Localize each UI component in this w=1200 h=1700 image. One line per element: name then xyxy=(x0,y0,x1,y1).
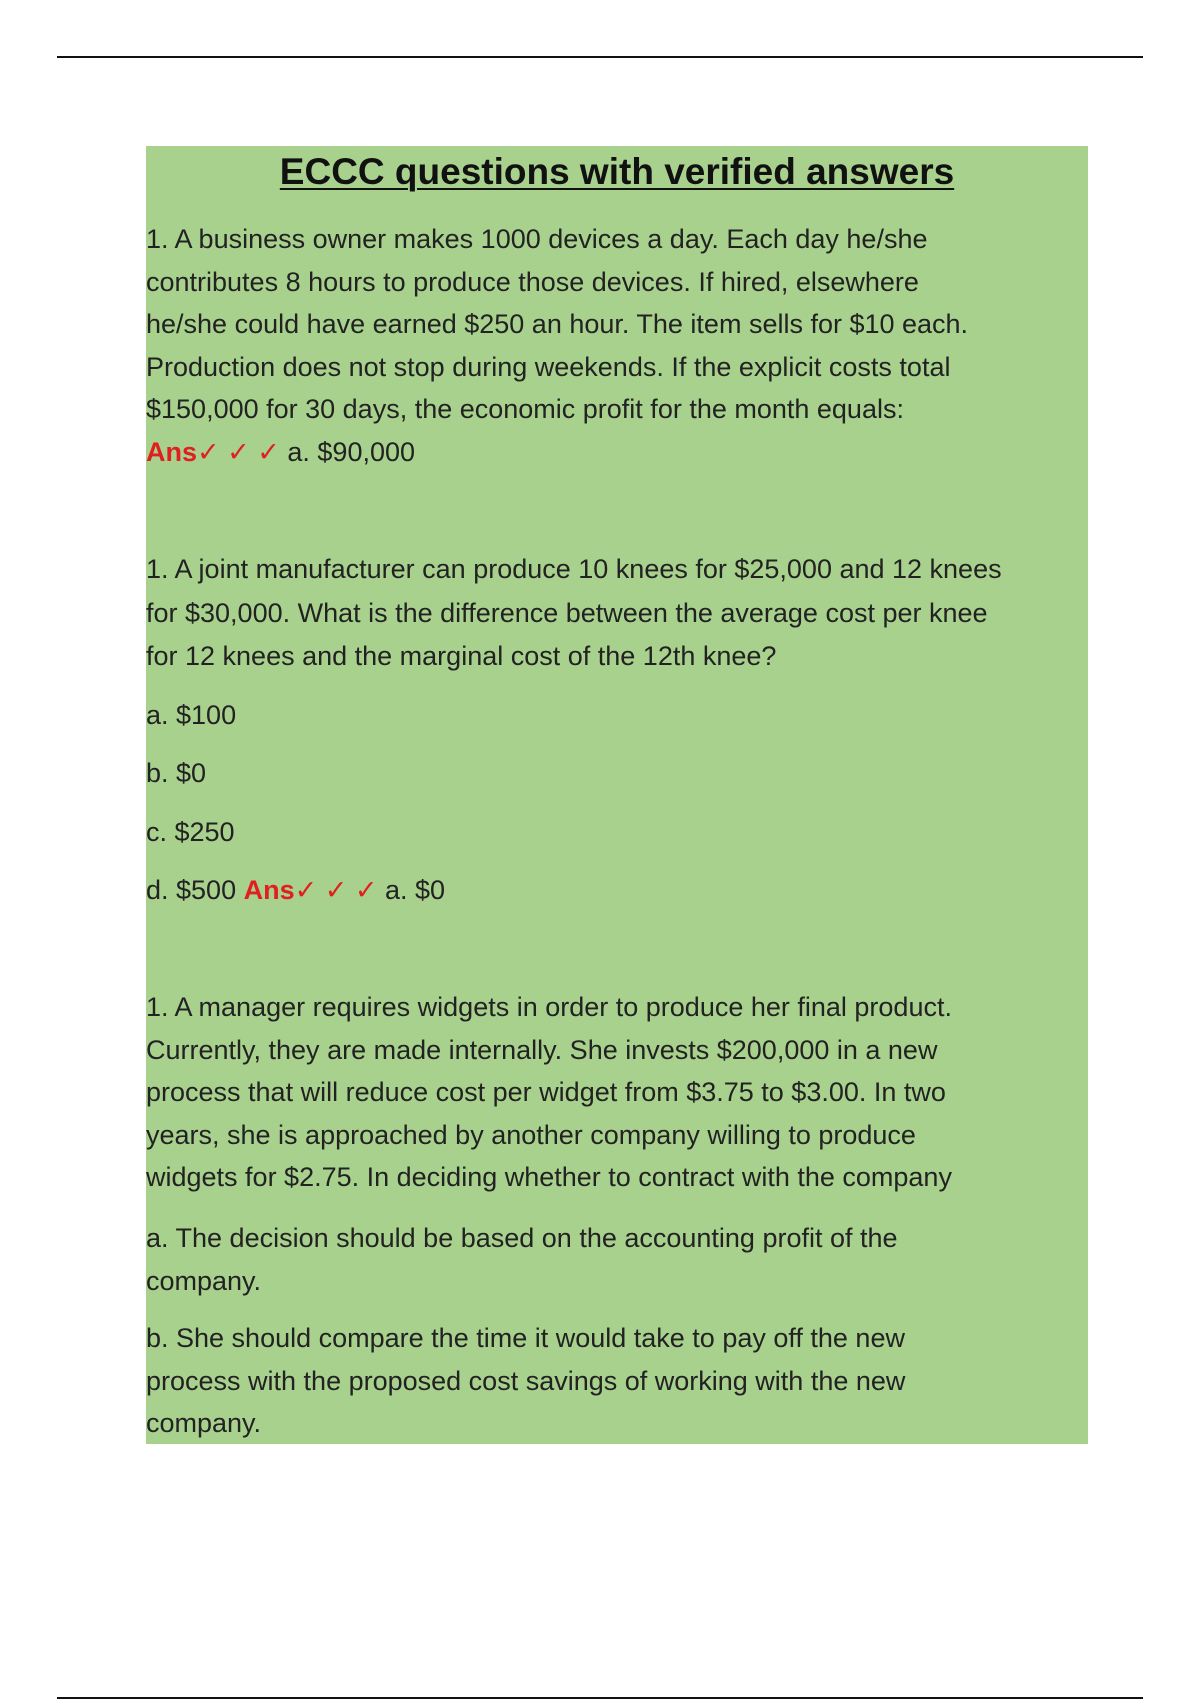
question-3 xyxy=(146,986,1086,1199)
question-3-line: Currently, they are made internally. She invests $200,000 in a new xyxy=(146,1034,938,1065)
question-2-option-d xyxy=(146,869,1086,912)
answer-label: Ans xyxy=(243,875,295,905)
question-2-line: for 12 knees and the marginal cost of the 12th knee? xyxy=(146,641,777,671)
option-line: a. The decision should be based on the accounting profit of the xyxy=(146,1223,898,1253)
option-d-text: d. $500 xyxy=(146,875,244,905)
question-1-answer xyxy=(146,431,1086,474)
top-rule xyxy=(57,56,1143,58)
question-1-line: $150,000 for 30 days, the economic profit for the month equals: xyxy=(146,394,904,424)
check-mark-icons: ✓ ✓ ✓ xyxy=(197,436,280,467)
question-3-option-b xyxy=(146,1317,1086,1445)
question-1-line: contributes 8 hours to produce those devices. If hired, elsewhere xyxy=(146,266,919,297)
check-mark-icons: ✓ ✓ ✓ xyxy=(294,875,378,905)
option-line: company. xyxy=(146,1408,262,1438)
option-line: b. She should compare the time it would take to pay off the new xyxy=(146,1323,905,1353)
question-3-option-a xyxy=(146,1217,1086,1302)
question-2-option-b: b. $0 xyxy=(146,758,207,788)
question-1-line: Production does not stop during weekends. If the explicit costs total xyxy=(146,351,951,382)
option-line: company. xyxy=(146,1265,262,1296)
answer-value: a. $90,000 xyxy=(279,436,416,467)
question-2-option-a: a. $100 xyxy=(146,700,237,730)
question-2-option-c: c. $250 xyxy=(146,817,235,847)
question-3-line: years, she is approached by another company willing to produce xyxy=(146,1119,916,1150)
question-3-line: 1. A manager requires widgets in order to produce her final product. xyxy=(146,992,952,1022)
question-3-line: process that will reduce cost per widget from $3.75 to $3.00. In two xyxy=(146,1077,946,1107)
question-2-line: 1. A joint manufacturer can produce 10 knees for $25,000 and 12 knees xyxy=(146,554,1002,584)
answer-label: Ans xyxy=(146,436,198,467)
document-title: ECCC questions with verified answers xyxy=(279,151,955,192)
answer-value: a. $0 xyxy=(377,875,446,905)
question-1 xyxy=(146,218,1086,473)
question-3-line: widgets for $2.75. In deciding whether to contract with the company xyxy=(146,1162,952,1192)
question-2 xyxy=(146,548,1086,679)
option-line: process with the proposed cost savings of working with the new xyxy=(146,1365,906,1396)
question-2-line: for $30,000. What is the difference between the average cost per knee xyxy=(146,597,988,628)
question-1-line: he/she could have earned $250 an hour. The item sells for $10 each. xyxy=(146,309,969,339)
bottom-rule xyxy=(57,1697,1143,1699)
question-1-line: 1. A business owner makes 1000 devices a day. Each day he/she xyxy=(146,224,928,254)
